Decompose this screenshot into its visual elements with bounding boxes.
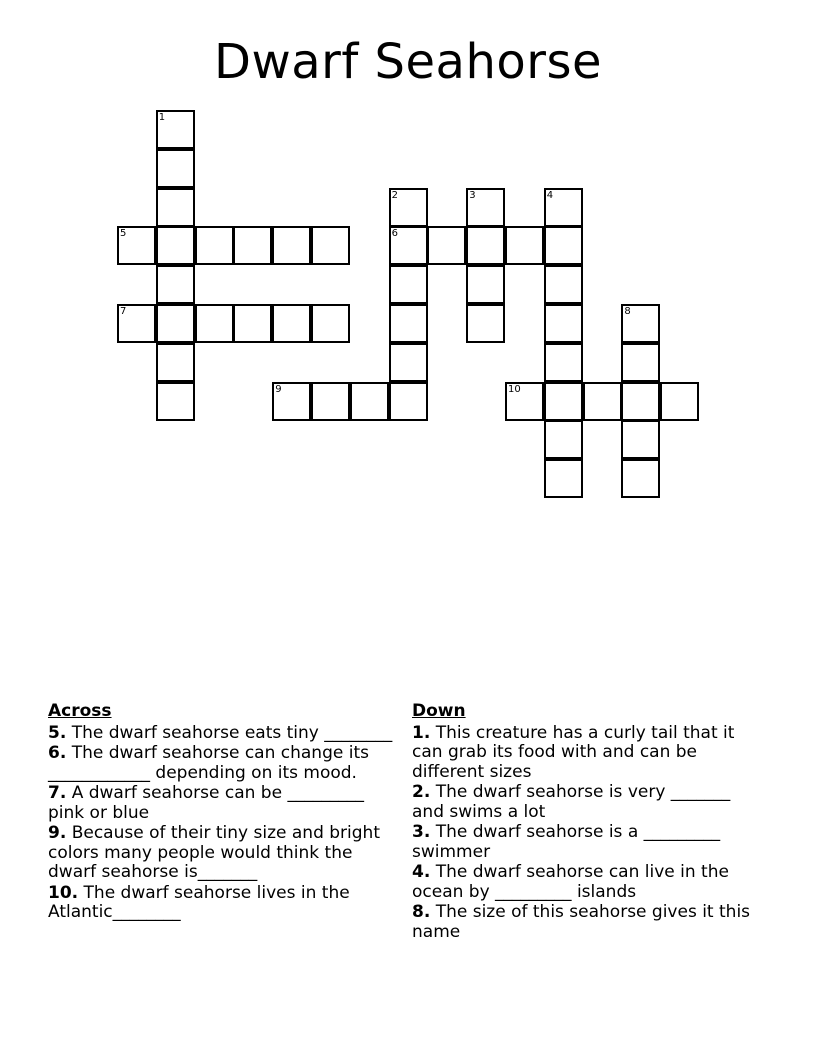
grid-cell[interactable] <box>156 188 195 227</box>
grid-cell[interactable] <box>156 343 195 382</box>
clue-text: The dwarf seahorse can change its ____________ depending on its mood. <box>48 743 369 783</box>
grid-cell[interactable] <box>544 304 583 343</box>
puzzle-title: Dwarf Seahorse <box>214 34 602 90</box>
grid-cell[interactable] <box>272 226 311 265</box>
grid-cell[interactable] <box>544 459 583 498</box>
grid-cell[interactable] <box>389 226 428 265</box>
across-clue-list <box>48 724 400 923</box>
clue-number-label: 1. <box>412 722 431 743</box>
grid-cell[interactable] <box>389 188 428 227</box>
grid-cell[interactable] <box>311 382 350 421</box>
grid-cell[interactable] <box>195 226 234 265</box>
grid-cell[interactable] <box>583 382 622 421</box>
grid-cell[interactable] <box>272 304 311 343</box>
grid-cell[interactable] <box>156 226 195 265</box>
grid-cell[interactable] <box>117 304 156 343</box>
grid-cell[interactable] <box>156 110 195 149</box>
grid-cell[interactable] <box>660 382 699 421</box>
grid-cell[interactable] <box>350 382 389 421</box>
clue-number-label: 8. <box>412 902 431 922</box>
grid-cell[interactable] <box>156 304 195 343</box>
across-clue <box>48 824 400 883</box>
grid-cell[interactable] <box>621 343 660 382</box>
grid-cell[interactable] <box>544 382 583 421</box>
across-clues <box>48 702 400 924</box>
down-clue <box>412 903 758 942</box>
grid-cell[interactable] <box>389 265 428 304</box>
clue-number-label: 4. <box>412 862 431 882</box>
grid-cell[interactable] <box>505 382 544 421</box>
across-clue <box>48 744 400 783</box>
clue-text: The dwarf seahorse eats tiny ________ <box>66 722 393 743</box>
clue-number-label: 10. <box>48 882 79 903</box>
grid-cell[interactable] <box>233 304 272 343</box>
across-clue <box>48 724 400 744</box>
grid-cell[interactable] <box>621 382 660 421</box>
clue-text: The dwarf seahorse is very _______ and swims a lot <box>412 782 731 822</box>
grid-cell[interactable] <box>389 382 428 421</box>
down-clue <box>412 724 758 783</box>
down-heading: Down <box>412 701 466 721</box>
grid-cell[interactable] <box>233 226 272 265</box>
clue-number: 9 <box>275 383 282 395</box>
down-clue-list <box>412 724 758 943</box>
grid-cell[interactable] <box>621 304 660 343</box>
down-clues <box>412 702 758 943</box>
grid-cell[interactable] <box>544 420 583 459</box>
clue-number-label: 2. <box>412 782 431 802</box>
clue-number: 3 <box>469 189 476 201</box>
grid-cell[interactable] <box>117 226 156 265</box>
grid-cell[interactable] <box>466 265 505 304</box>
grid-cell[interactable] <box>466 304 505 343</box>
grid-cell[interactable] <box>621 459 660 498</box>
clue-number: 1 <box>158 112 166 123</box>
across-clue <box>48 784 400 823</box>
grid-cell[interactable] <box>311 304 350 343</box>
crossword-grid <box>0 0 816 520</box>
down-clue <box>412 863 758 902</box>
clue-number: 10 <box>508 383 521 395</box>
grid-cell[interactable] <box>156 149 195 188</box>
clue-number: 6 <box>391 228 398 240</box>
grid-cell[interactable] <box>544 343 583 382</box>
clue-number: 7 <box>120 306 127 317</box>
clue-text: A dwarf seahorse can be _________ pink or blue <box>48 783 364 823</box>
grid-cell[interactable] <box>544 188 583 227</box>
grid-cell[interactable] <box>621 420 660 459</box>
clue-number-label: 7. <box>48 783 67 803</box>
grid-cell[interactable] <box>544 226 583 265</box>
grid-cell[interactable] <box>466 188 505 227</box>
clue-number-label: 9. <box>48 823 67 843</box>
grid-cell[interactable] <box>156 382 195 421</box>
grid-cell[interactable] <box>544 265 583 304</box>
grid-cell[interactable] <box>272 382 311 421</box>
clue-text: The dwarf seahorse is a _________ swimmer <box>412 822 721 862</box>
across-clue <box>48 884 400 923</box>
down-clue <box>412 783 758 822</box>
across-heading: Across <box>48 701 112 721</box>
grid-cell[interactable] <box>505 226 544 265</box>
grid-cell[interactable] <box>311 226 350 265</box>
grid-cell[interactable] <box>466 226 505 265</box>
clue-number-label: 6. <box>48 743 67 763</box>
clue-number: 8 <box>624 306 631 317</box>
clue-number: 2 <box>391 189 398 201</box>
grid-cell[interactable] <box>427 226 466 265</box>
grid-cell[interactable] <box>389 304 428 343</box>
clue-number-label: 5. <box>48 722 67 743</box>
grid-cell[interactable] <box>195 304 234 343</box>
grid-cell[interactable] <box>389 343 428 382</box>
clue-text: This creature has a curly tail that it can grab its food with and can be different sizes <box>412 722 735 782</box>
clue-number: 4 <box>546 189 554 201</box>
clue-number-label: 3. <box>412 822 431 842</box>
clue-text: The dwarf seahorse lives in the Atlantic________ <box>48 882 350 922</box>
down-clue <box>412 823 758 862</box>
clue-text: The dwarf seahorse can live in the ocean by _________ islands <box>412 862 729 902</box>
grid-cell[interactable] <box>156 265 195 304</box>
clue-number: 5 <box>120 228 127 240</box>
clue-text: Because of their tiny size and bright colors many people would think the dwarf seahorse is_______ <box>48 823 380 882</box>
clue-text: The size of this seahorse gives it this name <box>412 902 751 942</box>
